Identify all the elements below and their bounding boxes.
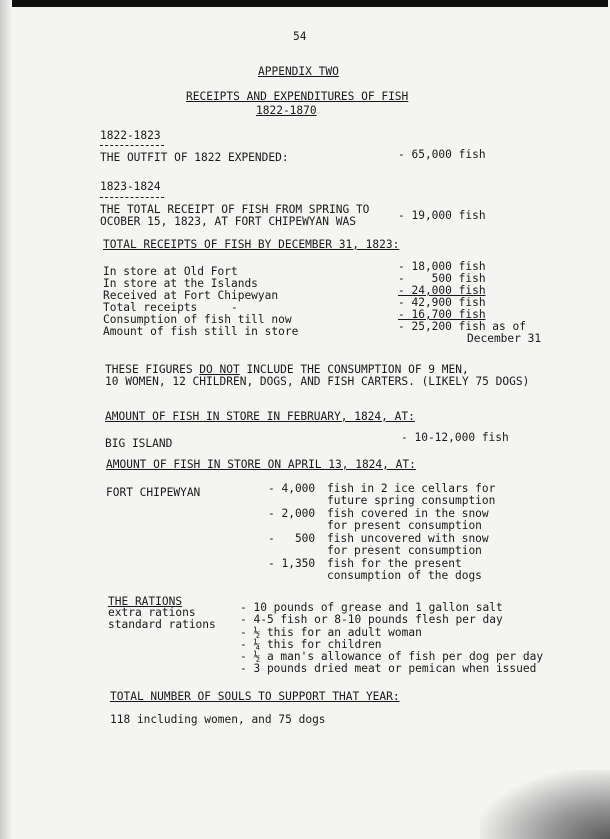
store-amount: - 4,000 [268, 482, 316, 495]
souls-text: 118 including women, and 75 dogs [110, 713, 326, 726]
big-island-label: BIG ISLAND [105, 437, 173, 450]
ration-item: - ½ a man's allowance of fish per dog per day [240, 650, 544, 663]
receipt-label: In store at Old Fort [103, 265, 238, 278]
total-receipt-value: - 19,000 fish [398, 209, 486, 222]
receipt-label: Amount of fish still in store [103, 325, 299, 338]
section-rule [100, 145, 164, 146]
store-description: for present consumption [327, 544, 482, 557]
scan-corner-shadow [480, 770, 610, 839]
store-description: fish for the present [327, 557, 462, 570]
store-description: for present consumption [327, 519, 482, 532]
receipts-heading: TOTAL RECEIPTS OF FISH BY DECEMBER 31, 1823: [103, 238, 400, 251]
receipt-value: - 500 fish [398, 272, 486, 285]
receipt-date-note: December 31 [467, 332, 542, 345]
total-receipt-line1: THE TOTAL RECEIPT OF FISH FROM SPRING TO [100, 203, 370, 216]
appendix-title: APPENDIX TWO [258, 65, 339, 78]
receipt-value: - 25,200 fish as of [398, 320, 526, 333]
total-receipt-line2: OCOBER 15, 1823, AT FORT CHIPEWYAN WAS [100, 215, 356, 228]
figures-note-line1: THESE FIGURES DO NOT INCLUDE THE CONSUMPTION OF 9 MEN, [105, 363, 469, 376]
outfit-value: - 65,000 fish [398, 148, 486, 161]
april-heading: AMOUNT OF FISH IN STORE ON APRIL 13, 1824, AT: [106, 458, 416, 471]
store-amount: - 2,000 [268, 507, 316, 520]
big-island-value: - 10-12,000 fish [401, 431, 509, 444]
document-title: RECEIPTS AND EXPENDITURES OF FISH [186, 90, 409, 103]
page-number: 54 [293, 30, 307, 43]
store-description: consumption of the dogs [327, 569, 482, 582]
receipt-value: - 18,000 fish [398, 260, 486, 273]
store-description: fish uncovered with snow [327, 532, 489, 545]
extra-rations-label: extra rations [108, 606, 196, 619]
section-year-1823: 1823-1824 [100, 180, 161, 193]
scan-top-border [8, 0, 608, 7]
standard-rations-label: standard rations [108, 618, 216, 631]
feb-heading: AMOUNT OF FISH IN STORE IN FEBRUARY, 1824, AT: [105, 410, 415, 423]
souls-heading: TOTAL NUMBER OF SOULS TO SUPPORT THAT YEAR: [110, 690, 400, 703]
ration-item: - ¼ this for children [240, 638, 382, 651]
outfit-text: THE OUTFIT OF 1822 EXPENDED: [100, 151, 289, 164]
ration-item: - 4-5 fish or 8-10 pounds flesh per day [240, 613, 503, 626]
store-amount: - 500 [268, 532, 316, 545]
section-rule [100, 197, 164, 198]
fort-chipewyan-label: FORT CHIPEWYAN [106, 486, 201, 499]
ration-item: - ½ this for an adult woman [240, 626, 422, 639]
store-description: future spring consumption [327, 494, 496, 507]
ration-item: - 3 pounds dried meat or pemican when issued [240, 662, 537, 675]
receipt-label: Received at Fort Chipewyan [103, 289, 279, 302]
receipt-label: In store at the Islands [103, 277, 258, 290]
receipt-label: Consumption of fish till now [103, 313, 292, 326]
store-description: fish in 2 ice cellars for [327, 482, 496, 495]
receipt-label: Total receipts - [103, 301, 238, 314]
ration-item: - 10 pounds of grease and 1 gallon salt [240, 601, 503, 614]
rations-heading: THE RATIONS [108, 595, 183, 608]
receipt-value: - 24,000 fish [398, 284, 486, 297]
scan-left-edge [0, 0, 12, 839]
store-amount: - 1,350 [268, 557, 316, 570]
store-description: fish covered in the snow [327, 507, 489, 520]
figures-note-line2: 10 WOMEN, 12 CHILDREN, DOGS, AND FISH CARTERS. (LIKELY 75 DOGS) [105, 375, 530, 388]
receipt-value: - 42,900 fish [398, 296, 486, 309]
section-year-1822: 1822-1823 [100, 129, 161, 142]
receipt-value: - 16,700 fish [398, 308, 486, 321]
document-years: 1822-1870 [256, 104, 317, 117]
